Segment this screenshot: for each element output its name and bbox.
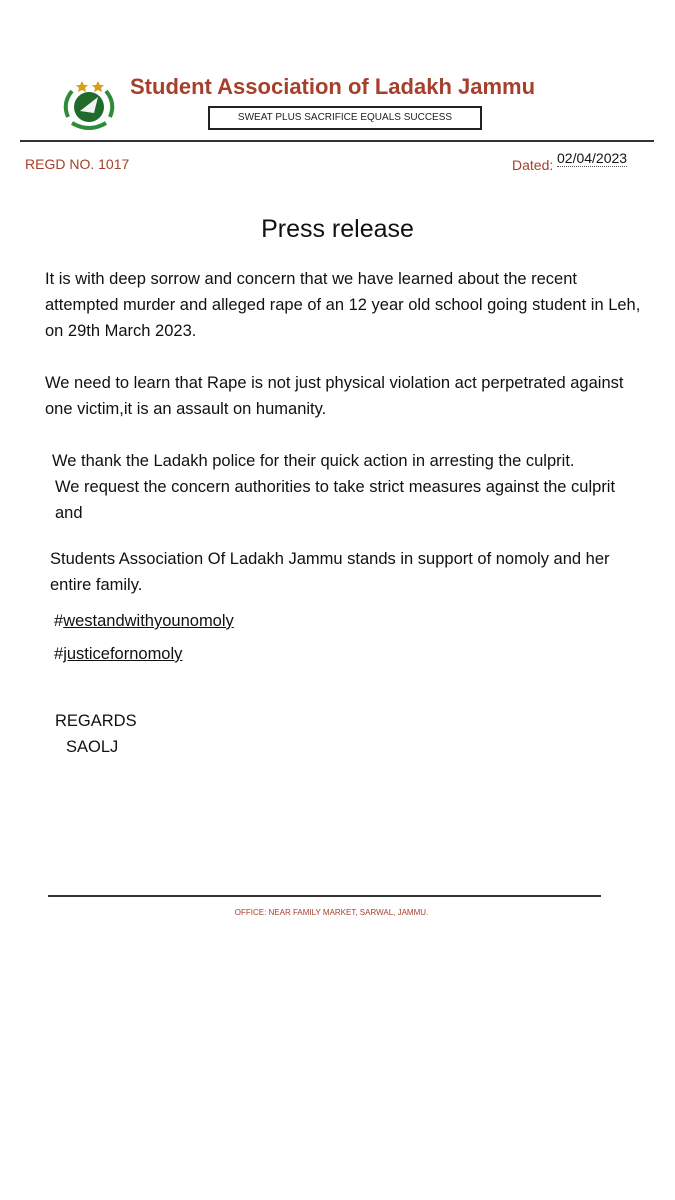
office-address: OFFICE: NEAR FAMILY MARKET, SARWAL, JAMMU. <box>234 908 429 917</box>
regards-label: REGARDS <box>55 712 137 730</box>
document-title: Press release <box>261 215 414 243</box>
paragraph-incident: It is with deep sorrow and concern that we have learned about the recent attempted murder and alleged rape of an 12 year old school going student in Leh, on 29th March 2023. <box>45 270 641 340</box>
registration-number: REGD NO. 1017 <box>25 156 130 172</box>
hashtag-justicefornomoly <box>54 641 182 667</box>
organization-name: Student Association of Ladakh Jammu <box>130 74 536 99</box>
hashtag-word: justicefornomoly <box>63 645 183 663</box>
dated-label: Dated: <box>512 157 554 173</box>
hashtag-word: westandwithyounomoly <box>63 612 234 630</box>
header-divider <box>20 140 654 142</box>
organization-logo-icon <box>58 73 120 135</box>
hashtag-westandwithyounomoly <box>54 608 234 634</box>
motto-box: SWEAT PLUS SACRIFICE EQUALS SUCCESS <box>208 106 482 130</box>
hashtag-symbol: # <box>54 645 64 663</box>
hashtag-symbol: # <box>54 612 64 630</box>
signature: SAOLJ <box>66 738 119 756</box>
paragraph-statement: We need to learn that Rape is not just physical violation act perpetrated against one victim,it is an assault on humanity. <box>45 374 624 418</box>
dated-value: 02/04/2023 <box>557 150 628 166</box>
footer-divider <box>48 895 601 897</box>
paragraph-request: We request the concern authorities to take strict measures against the culprit and <box>55 478 616 522</box>
paragraph-support: Students Association Of Ladakh Jammu stands in support of nomoly and her entire family. <box>50 550 610 594</box>
paragraph-thanks: We thank the Ladakh police for their quick action in arresting the culprit. <box>52 452 575 470</box>
